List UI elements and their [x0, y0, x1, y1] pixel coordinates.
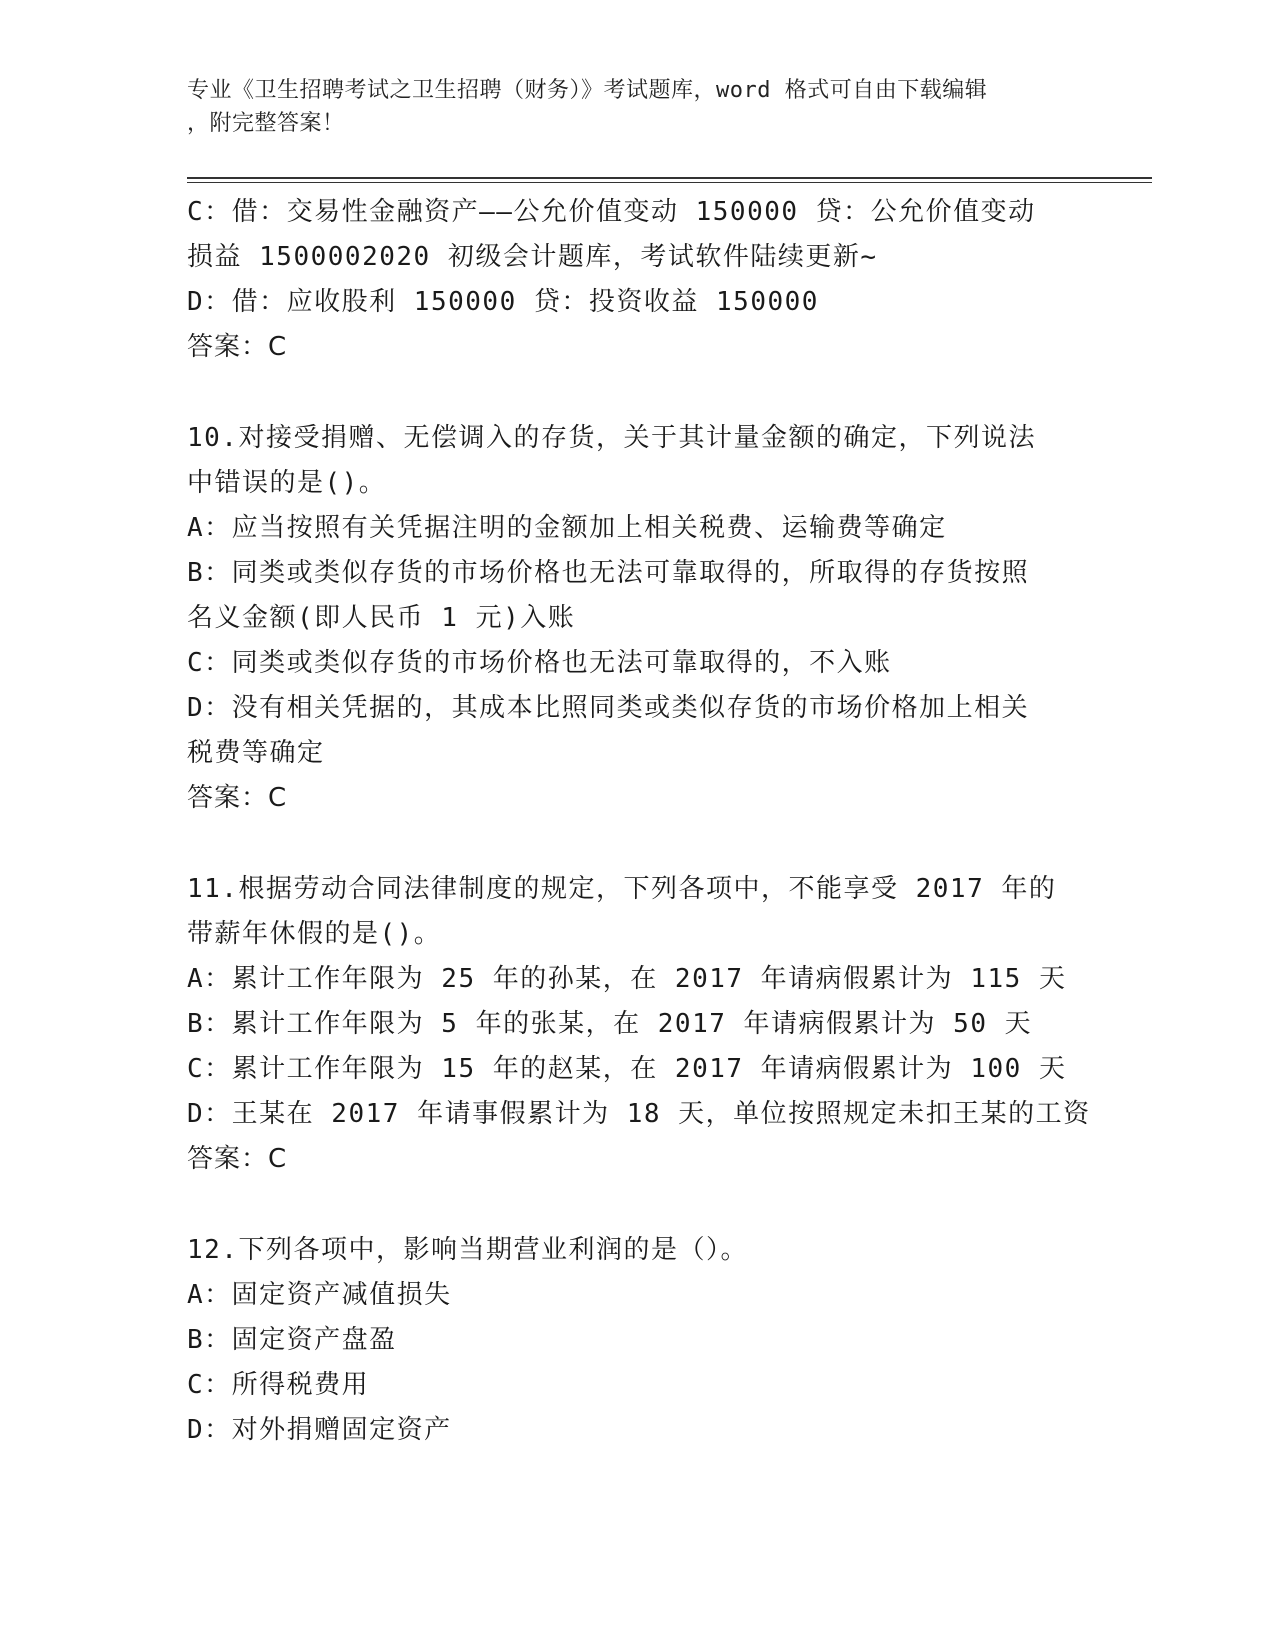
- document-body: [187, 190, 1091, 1453]
- option-d: D：对外捐赠固定资产: [187, 1415, 452, 1445]
- question-12: [187, 1228, 1087, 1453]
- option-a: A：应当按照有关凭据注明的金额加上相关税费、运输费等确定: [187, 513, 947, 543]
- option-a: A：固定资产减值损失: [187, 1280, 452, 1310]
- question-stem-line-1: 10.对接受捐赠、无偿调入的存货，关于其计量金额的确定，下列说法: [187, 423, 1036, 453]
- option-d-line-1: D：没有相关凭据的，其成本比照同类或类似存货的市场价格加上相关: [187, 693, 1030, 723]
- answer: 答案：C: [187, 332, 288, 362]
- option-d: D：王某在 2017 年请事假累计为 18 天，单位按照规定未扣王某的工资: [187, 1099, 1091, 1129]
- option-b: B：累计工作年限为 5 年的张某，在 2017 年请病假累计为 50 天: [187, 1009, 1033, 1039]
- option-b-line-2: 名义金额(即人民币 1 元)入账: [187, 603, 576, 633]
- option-a: A：累计工作年限为 25 年的孙某，在 2017 年请病假累计为 115 天: [187, 964, 1067, 994]
- header-line-1: 专业《卫生招聘考试之卫生招聘（财务）》考试题库，word 格式可自由下载编辑: [187, 78, 988, 103]
- question-11: [187, 867, 1091, 1182]
- question-stem-line-2: 中错误的是()。: [187, 468, 387, 498]
- option-d: D：借：应收股利 150000 贷：投资收益 150000: [187, 287, 819, 317]
- question-9-continuation: [187, 190, 1087, 370]
- question-stem-line-2: 带薪年休假的是()。: [187, 919, 442, 949]
- option-c: C：累计工作年限为 15 年的赵某，在 2017 年请病假累计为 100 天: [187, 1054, 1067, 1084]
- answer: 答案：C: [187, 1144, 288, 1174]
- header-divider-thick: [187, 177, 1152, 179]
- option-d-line-2: 税费等确定: [187, 738, 325, 768]
- question-stem-line-1: 12.下列各项中，影响当期营业利润的是（）。: [187, 1235, 748, 1265]
- header-line-2: ，附完整答案！: [187, 111, 345, 136]
- option-c: C：同类或类似存货的市场价格也无法可靠取得的，不入账: [187, 648, 892, 678]
- option-c-line-1: C：借：交易性金融资产——公允价值变动 150000 贷：公允价值变动: [187, 197, 1036, 227]
- answer: 答案：C: [187, 783, 288, 813]
- question-10: [187, 416, 1087, 821]
- document-header: [187, 74, 1067, 140]
- option-b-line-1: B：同类或类似存货的市场价格也无法可靠取得的，所取得的存货按照: [187, 558, 1030, 588]
- option-b: B：固定资产盘盈: [187, 1325, 397, 1355]
- option-c: C：所得税费用: [187, 1370, 370, 1400]
- header-divider-thin: [187, 182, 1152, 183]
- question-stem-line-1: 11.根据劳动合同法律制度的规定，下列各项中，不能享受 2017 年的: [187, 874, 1057, 904]
- option-c-line-2: 损益 1500002020 初级会计题库，考试软件陆续更新~: [187, 242, 878, 272]
